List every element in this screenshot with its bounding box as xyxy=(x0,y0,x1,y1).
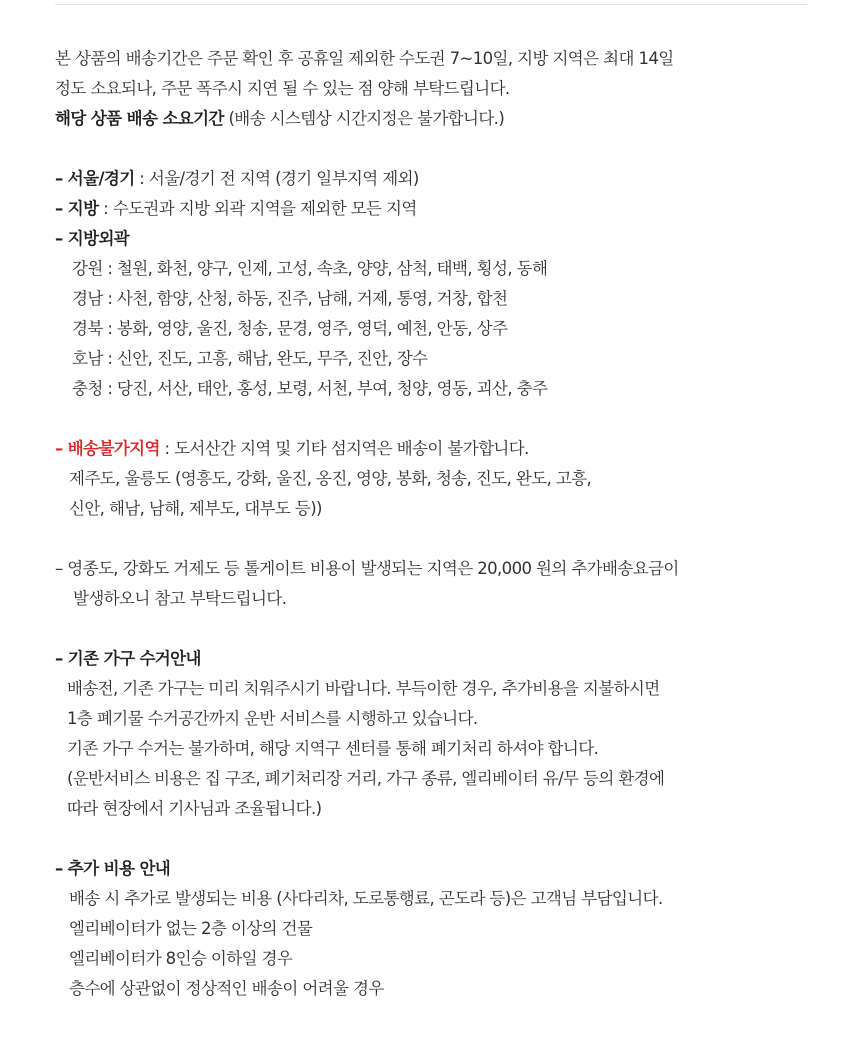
furniture-removal-line: 기존 가구 수거는 불가하며, 해당 지역구 센터를 통해 폐기처리 하셔야 합니다. xyxy=(67,739,599,758)
unavailable-region-list-1: 제주도, 울릉도 (영흥도, 강화, 울진, 옹진, 영양, 봉화, 청송, 진도, 완도, 고흥, xyxy=(69,469,592,488)
delivery-period-heading xyxy=(55,104,855,134)
region-seoul xyxy=(55,164,855,194)
extra-cost-line: 엘리베이터가 8인승 이하일 경우 xyxy=(69,949,293,968)
furniture-removal-line: (운반서비스 비용은 집 구조, 폐기처리장 거리, 가구 종류, 엘리베이터 유/무 등의 환경에 xyxy=(67,769,665,788)
region-outer-item: 충청 : 당진, 서산, 태안, 홍성, 보령, 서천, 부여, 청양, 영동, 괴산, 충주 xyxy=(72,379,548,398)
furniture-removal-line: 1층 폐기물 수거공간까지 운반 서비스를 시행하고 있습니다. xyxy=(67,709,478,728)
region-seoul-label: – 서울/경기 xyxy=(55,169,135,188)
region-seoul-text: : 서울/경기 전 지역 (경기 일부지역 제외) xyxy=(134,169,419,188)
region-outer-item: 경남 : 사천, 함양, 산청, 하동, 진주, 남해, 거제, 통영, 거창, 합천 xyxy=(72,289,508,308)
unavailable-region-list-2: 신안, 해남, 남해, 제부도, 대부도 등)) xyxy=(69,499,322,518)
furniture-removal-line: 따라 현장에서 기사님과 조율됩니다.) xyxy=(67,799,322,818)
extra-cost-line: 엘리베이터가 없는 2층 이상의 건물 xyxy=(69,919,313,938)
region-outer-item: 강원 : 철원, 화천, 양구, 인제, 고성, 속초, 양양, 삼척, 태백, 횡성, 동해 xyxy=(72,259,548,278)
region-outer-item: 호남 : 신안, 진도, 고흥, 해남, 완도, 무주, 진안, 장수 xyxy=(72,349,428,368)
region-outer-item: 경북 : 봉화, 영양, 울진, 청송, 문경, 영주, 영덕, 예천, 안동, 상주 xyxy=(72,319,508,338)
region-outer-label: – 지방외곽 xyxy=(55,229,130,248)
extra-cost-line: 층수에 상관없이 정상적인 배송이 어려울 경우 xyxy=(69,979,384,998)
unavailable-region-text: : 도서산간 지역 및 기타 섬지역은 배송이 불가합니다. xyxy=(159,439,529,458)
intro-line-1: 본 상품의 배송기간은 주문 확인 후 공휴일 제외한 수도권 7~10일, 지방 지역은 최대 14일 xyxy=(55,49,674,68)
top-divider xyxy=(55,4,807,5)
toll-notice-line-2: 발생하오니 참고 부탁드립니다. xyxy=(73,589,287,608)
extra-cost-line: 배송 시 추가로 발생되는 비용 (사다리차, 도로통행료, 곤도라 등)은 고객님 부담입니다. xyxy=(69,889,663,908)
delivery-period-note: (배송 시스템상 시간지정은 불가합니다.) xyxy=(223,109,505,128)
unavailable-region xyxy=(55,434,855,464)
intro-line-2: 정도 소요되나, 주문 폭주시 지연 될 수 있는 점 양해 부탁드립니다. xyxy=(55,79,510,98)
furniture-removal-line: 배송전, 기존 가구는 미리 치워주시기 바랍니다. 부득이한 경우, 추가비용을 지불하시면 xyxy=(67,679,660,698)
toll-notice-line-1: – 영종도, 강화도 거제도 등 톨게이트 비용이 발생되는 지역은 20,000 원의 추가배송요금이 xyxy=(55,559,679,578)
region-local xyxy=(55,194,855,224)
shipping-notice xyxy=(55,44,855,1004)
region-local-label: – 지방 xyxy=(55,199,99,218)
region-local-text: : 수도권과 지방 외곽 지역을 제외한 모든 지역 xyxy=(98,199,417,218)
unavailable-region-label: – 배송불가지역 xyxy=(55,439,160,458)
delivery-period-title: 해당 상품 배송 소요기간 xyxy=(55,109,224,128)
furniture-removal-heading: – 기존 가구 수거안내 xyxy=(55,649,201,668)
extra-cost-heading: – 추가 비용 안내 xyxy=(55,859,171,878)
